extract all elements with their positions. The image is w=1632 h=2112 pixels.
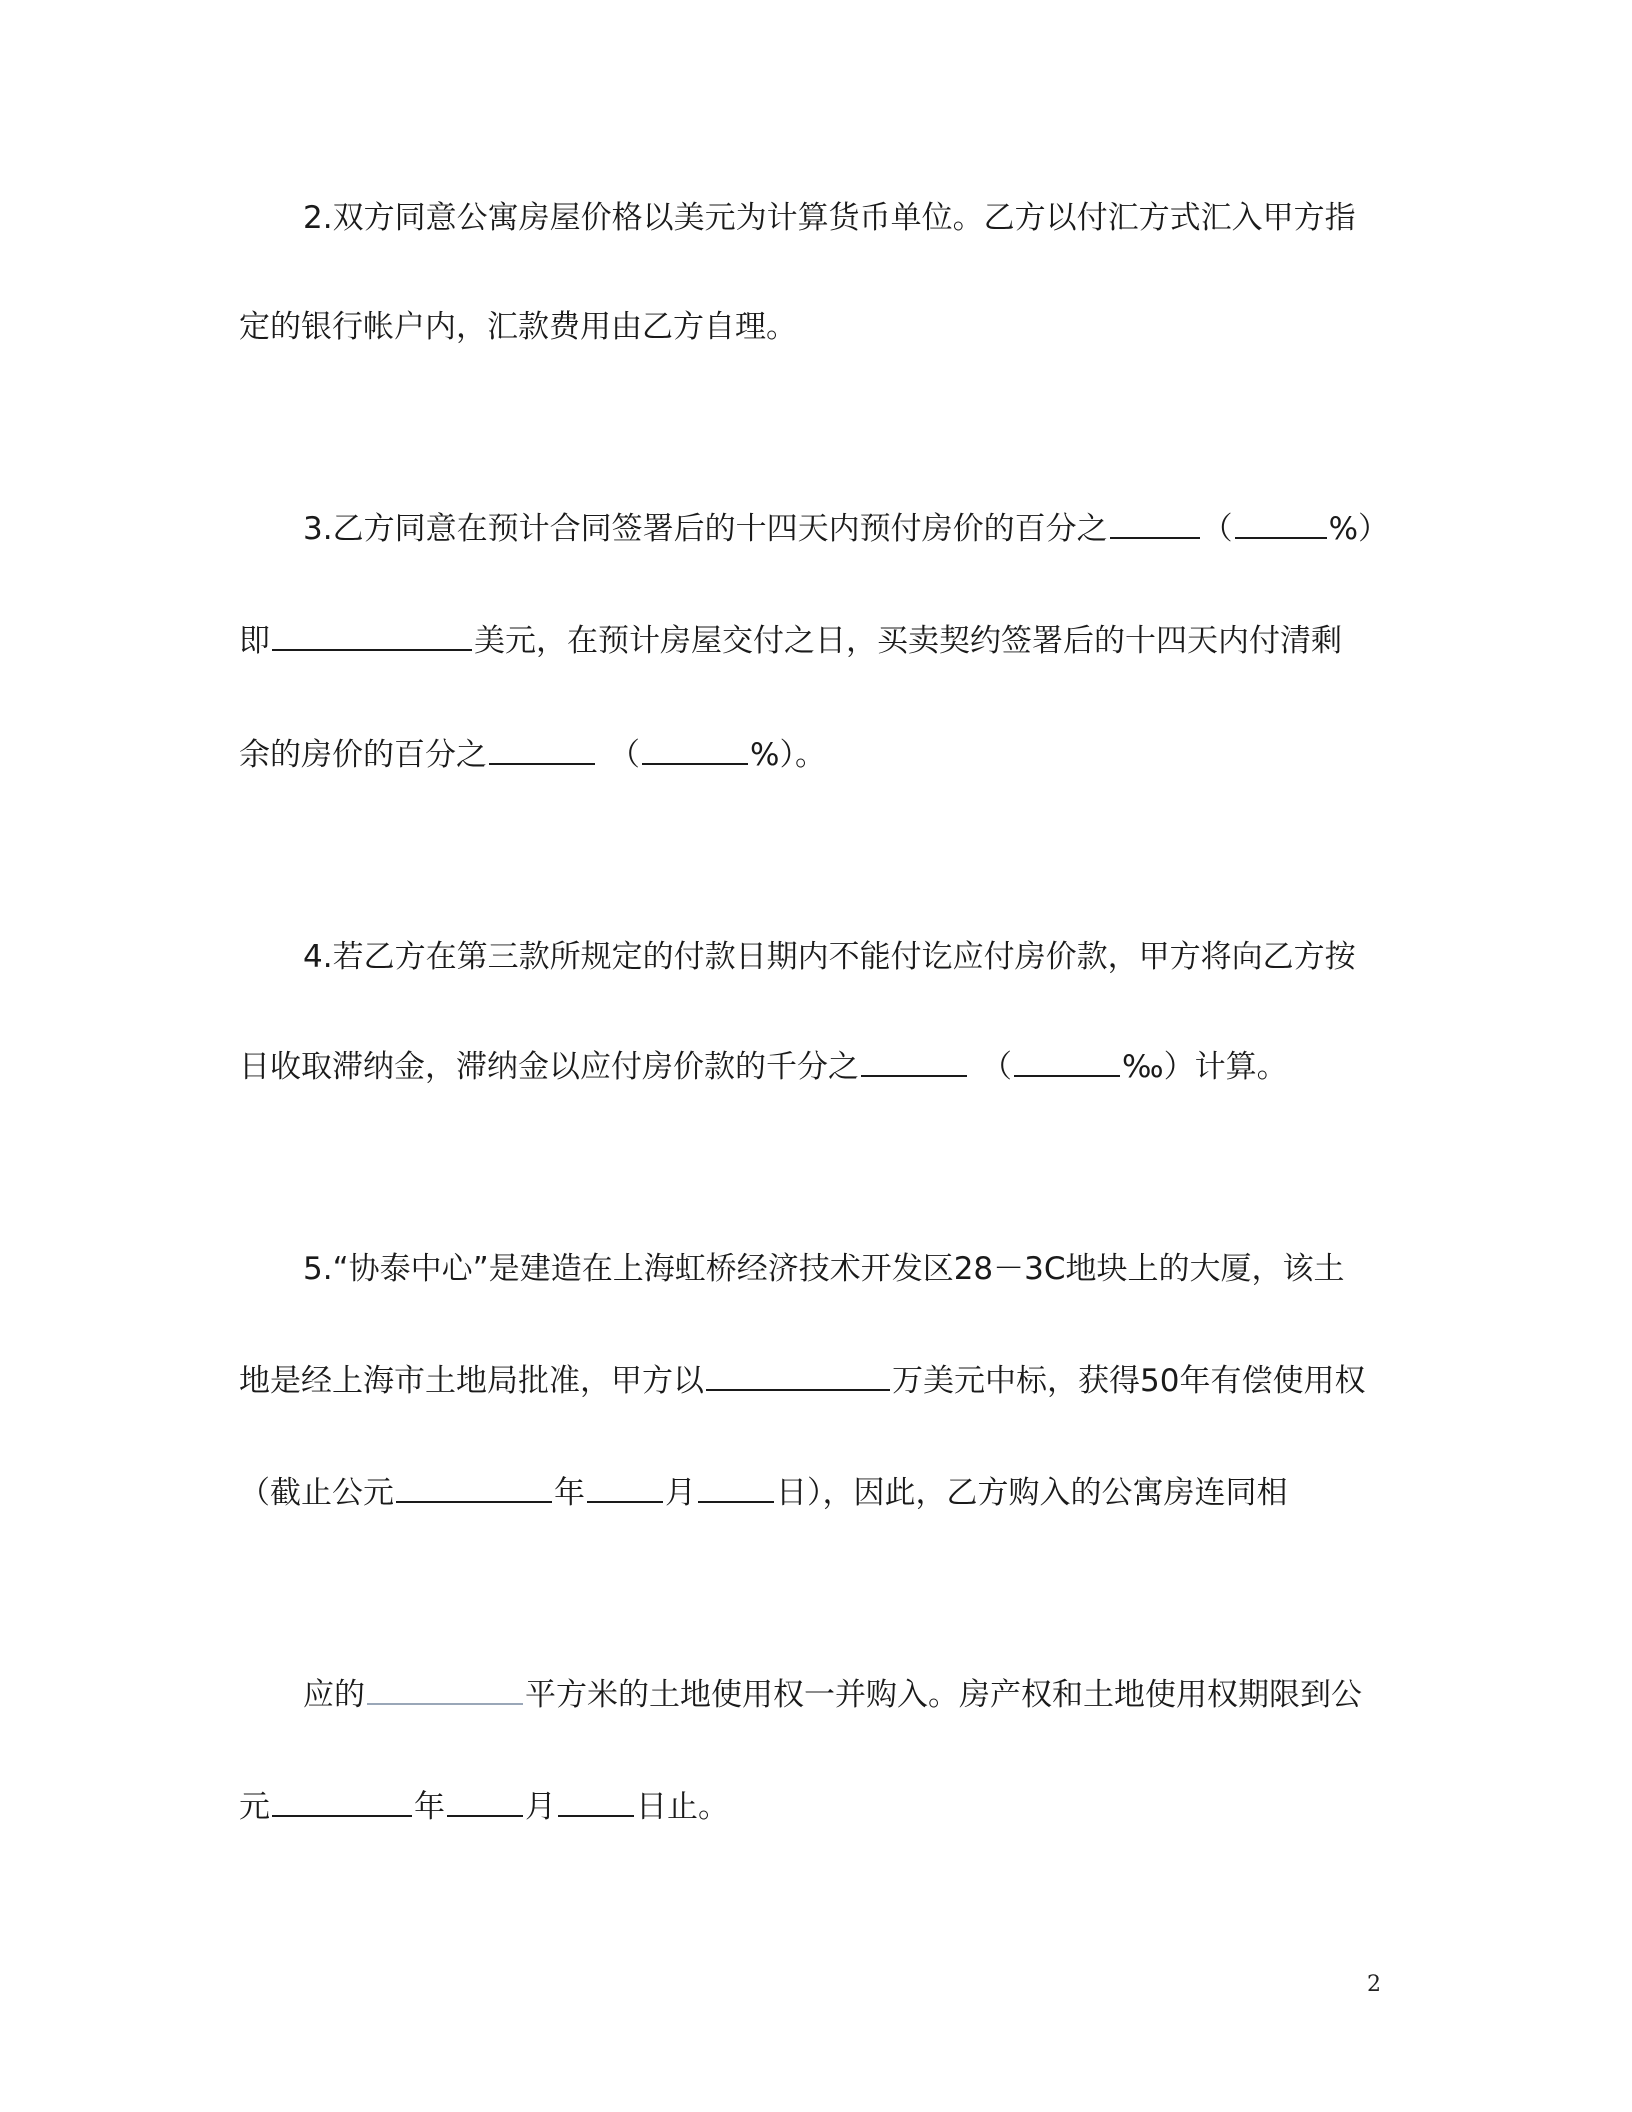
clause-5-text-5d: 日止。 [636, 1789, 729, 1825]
clause-3-text-1a: 3.乙方同意在预计合同签署后的十四天内预付房价的百分之 [303, 511, 1108, 547]
clause-2-text-2: 定的银行帐户内，汇款费用由乙方自理。 [239, 309, 797, 345]
clause-3-percent-close: %） [1328, 511, 1390, 547]
clause-5-text-4a: 应的 [303, 1677, 365, 1713]
clause-5-year-label-2: 年 [414, 1789, 445, 1825]
blank-term-day [558, 1785, 634, 1817]
clause-2-line-1 [303, 196, 1356, 240]
blank-term-year [272, 1785, 412, 1817]
clause-3-text-3a: 余的房价的百分之 [239, 737, 487, 773]
blank-term-month [447, 1785, 523, 1817]
blank-permille-number [1014, 1045, 1120, 1077]
clause-5-line-1 [303, 1247, 1345, 1291]
clause-3-line-2 [239, 619, 1342, 663]
blank-bid-amount [706, 1359, 890, 1391]
clause-5-month-label-2: 月 [525, 1789, 556, 1825]
blank-permille-words [861, 1045, 967, 1077]
blank-percent-words [1110, 507, 1200, 539]
clause-4-line-2 [239, 1045, 1288, 1089]
clause-3-line-3 [239, 733, 826, 777]
clause-2-line-2 [239, 305, 797, 349]
clause-5-line-5 [239, 1785, 729, 1829]
clause-5-text-5a: 元 [239, 1789, 270, 1825]
blank-expiry-month [587, 1471, 663, 1503]
clause-5-line-2 [239, 1359, 1365, 1403]
blank-percent-number [1235, 507, 1327, 539]
blank-remaining-percent-number [642, 733, 748, 765]
clause-3-paren-open-2: （ [609, 737, 640, 773]
clause-5-text-2b: 万美元中标，获得50年有偿使用权 [892, 1363, 1366, 1399]
blank-land-area [367, 1673, 523, 1705]
clause-5-text-3d: 日），因此，乙方购入的公寓房连同相 [776, 1475, 1288, 1511]
clause-3-text-2b: 美元，在预计房屋交付之日，买卖契约签署后的十四天内付清剩 [474, 623, 1342, 659]
clause-3-line-1 [303, 507, 1389, 551]
blank-remaining-percent-words [489, 733, 595, 765]
clause-5-year-label: 年 [554, 1475, 585, 1511]
clause-3-text-2a: 即 [239, 623, 270, 659]
blank-usd-amount [272, 619, 472, 651]
blank-expiry-year [396, 1471, 552, 1503]
clause-4-text-1: 4.若乙方在第三款所规定的付款日期内不能付讫应付房价款，甲方将向乙方按 [303, 939, 1356, 975]
clause-4-line-1 [303, 935, 1356, 979]
clause-5-line-3 [239, 1471, 1288, 1515]
blank-expiry-day [698, 1471, 774, 1503]
clause-2-text-1: 2.双方同意公寓房屋价格以美元为计算货币单位。乙方以付汇方式汇入甲方指 [303, 200, 1356, 236]
clause-4-text-2a: 日收取滞纳金，滞纳金以应付房价款的千分之 [239, 1049, 859, 1085]
clause-5-line-4 [303, 1673, 1362, 1717]
clause-5-text-2a: 地是经上海市土地局批准，甲方以 [239, 1363, 704, 1399]
clause-5-month-label: 月 [665, 1475, 696, 1511]
page-number: 2 [1367, 1972, 1381, 1997]
clause-5-text-1: 5.“协泰中心”是建造在上海虹桥经济技术开发区28－3C地块上的大厦，该土 [303, 1251, 1345, 1287]
clause-4-paren-open: （ [981, 1049, 1012, 1085]
clause-4-permille-close: ‰）计算。 [1122, 1049, 1288, 1085]
clause-5-text-3a: （截止公元 [239, 1475, 394, 1511]
clause-3-paren-open: （ [1201, 511, 1233, 547]
clause-5-text-4b: 平方米的土地使用权一并购入。房产权和土地使用权期限到公 [525, 1677, 1362, 1713]
clause-3-percent-close-2: %）。 [750, 737, 826, 773]
